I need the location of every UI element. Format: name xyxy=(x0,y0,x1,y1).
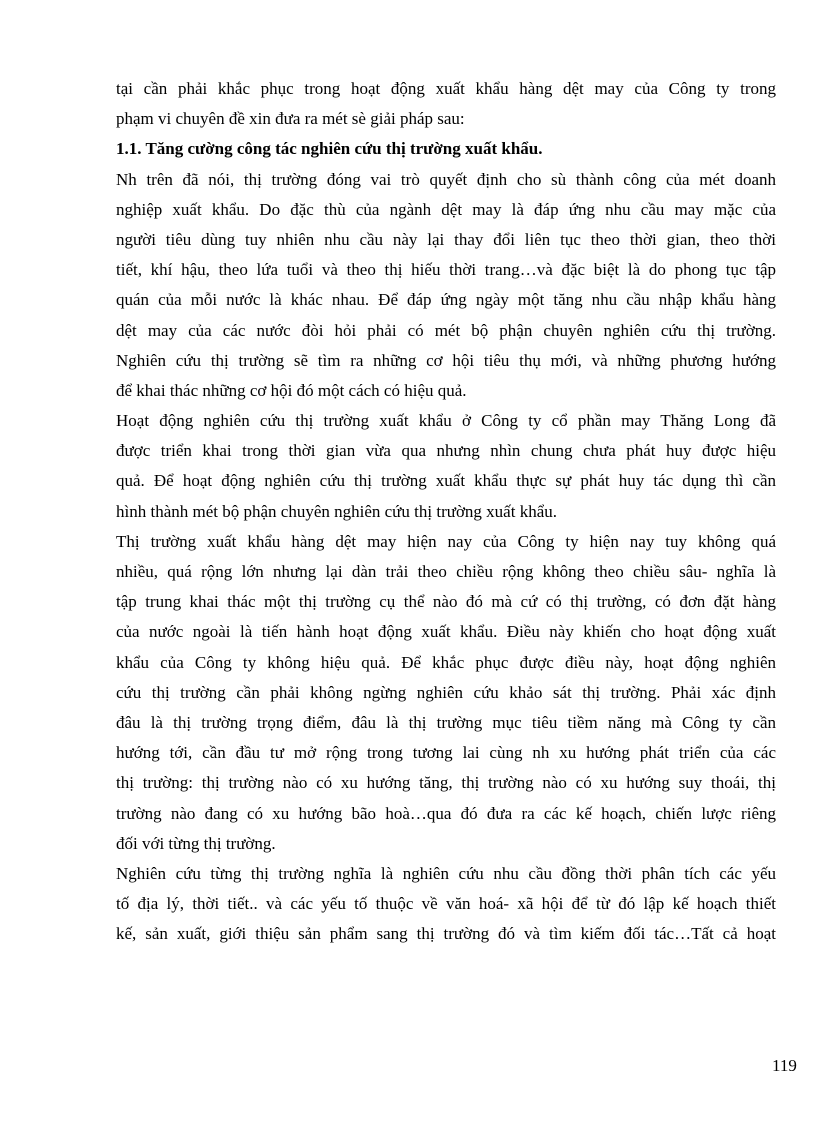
text-line: được triển khai trong thời gian vừa qua nhưng nhìn chung chưa phát huy được hiệu xyxy=(116,441,776,461)
text-line: quả. Để hoạt động nghiên cứu thị trường xuất khẩu thực sự phát huy tác dụng thì cần xyxy=(116,471,776,491)
text-line: nhiều, quá rộng lớn nhưng lại dàn trải theo chiều rộng không theo chiều sâu- nghĩa là xyxy=(116,562,776,581)
text-line: đối với từng thị trường. xyxy=(116,833,276,853)
text-line: tập trung khai thác một thị trường cụ thể nào đó mà cứ có thị trường, có đơn đặt hàng xyxy=(116,592,776,612)
text-line: tố địa lý, thời tiết.. và các yếu tố thuộc về văn hoá- xã hội để từ đó lập kế hoạch thiết xyxy=(116,894,776,914)
text-line: để khai thác những cơ hội đó một cách có hiệu quả. xyxy=(116,380,467,400)
text-line: Nh trên đã nói, thị trường đóng vai trò quyết định cho sù thành công của mét doanh xyxy=(116,169,776,189)
text-line: nghiệp xuất khẩu. Do đặc thù của ngành dệt may là đáp ứng nhu cầu may mặc của xyxy=(116,199,776,219)
text-line: trường nào đang có xu hướng bão hoà…qua đó đưa ra các kế hoạch, chiến lược riêng xyxy=(116,803,776,823)
text-line: khẩu của Công ty không hiệu quả. Để khắc phục được điều này, hoạt động nghiên xyxy=(116,652,776,672)
text-line: Nghiên cứu từng thị trường nghĩa là nghiên cứu nhu cầu đồng thời phân tích các yếu xyxy=(116,863,776,883)
text-line: Hoạt động nghiên cứu thị trường xuất khẩu ở Công ty cổ phần may Thăng Long đã xyxy=(116,411,776,431)
text-line: phạm vi chuyên đề xin đưa ra mét sè giải pháp sau: xyxy=(116,109,465,129)
text-line: hình thành mét bộ phận chuyên nghiên cứu thị trường xuất khẩu. xyxy=(116,501,557,521)
text-line: dệt may của các nước đòi hỏi phải có mét bộ phận chuyên nghiên cứu thị trường. xyxy=(116,320,776,340)
text-line: đâu là thị trường trọng điểm, đâu là thị trường mục tiêu tiềm năng mà Công ty cần xyxy=(116,712,776,732)
text-line: thị trường: thị trường nào có xu hướng tăng, thị trường nào có xu hướng suy thoái, thị xyxy=(116,773,776,793)
text-line: Thị trường xuất khẩu hàng dệt may hiện nay của Công ty hiện nay tuy không quá xyxy=(116,531,776,551)
text-line: cứu thị trường cần phải không ngừng nghiên cứu khảo sát thị trường. Phải xác định xyxy=(116,682,776,702)
text-line: tiết, khí hậu, theo lứa tuổi và theo thị hiếu thời trang…và đặc biệt là do phong tục tập xyxy=(116,260,776,280)
text-line: người tiêu dùng tuy nhiên nhu cầu này lại thay đổi liên tục theo thời gian, theo thời xyxy=(116,229,776,249)
text-line: kế, sản xuất, giới thiệu sản phẩm sang thị trường đó và tìm kiếm đối tác…Tất cả hoạt xyxy=(116,924,776,944)
text-line: tại cần phải khắc phục trong hoạt động xuất khẩu hàng dệt may của Công ty trong xyxy=(116,79,776,98)
body-text xyxy=(116,74,776,949)
text-line: của nước ngoài là tiến hành hoạt động xuất khẩu. Điều này khiến cho hoạt động xuất xyxy=(116,622,776,642)
text-line: hướng tới, cần đầu tư mở rộng trong tương lai cùng nh xu hướng phát triển của các xyxy=(116,743,776,763)
text-line: quán của mỗi nước là khác nhau. Để đáp ứng ngày một tăng nhu cầu nhập khẩu hàng xyxy=(116,290,776,310)
section-heading: 1.1. Tăng cường công tác nghiên cứu thị trường xuất khẩu. xyxy=(116,139,543,159)
text-line: Nghiên cứu thị trường sẽ tìm ra những cơ hội tiêu thụ mới, và những phương hướng xyxy=(116,350,776,370)
page-number: 119 xyxy=(772,1056,797,1075)
